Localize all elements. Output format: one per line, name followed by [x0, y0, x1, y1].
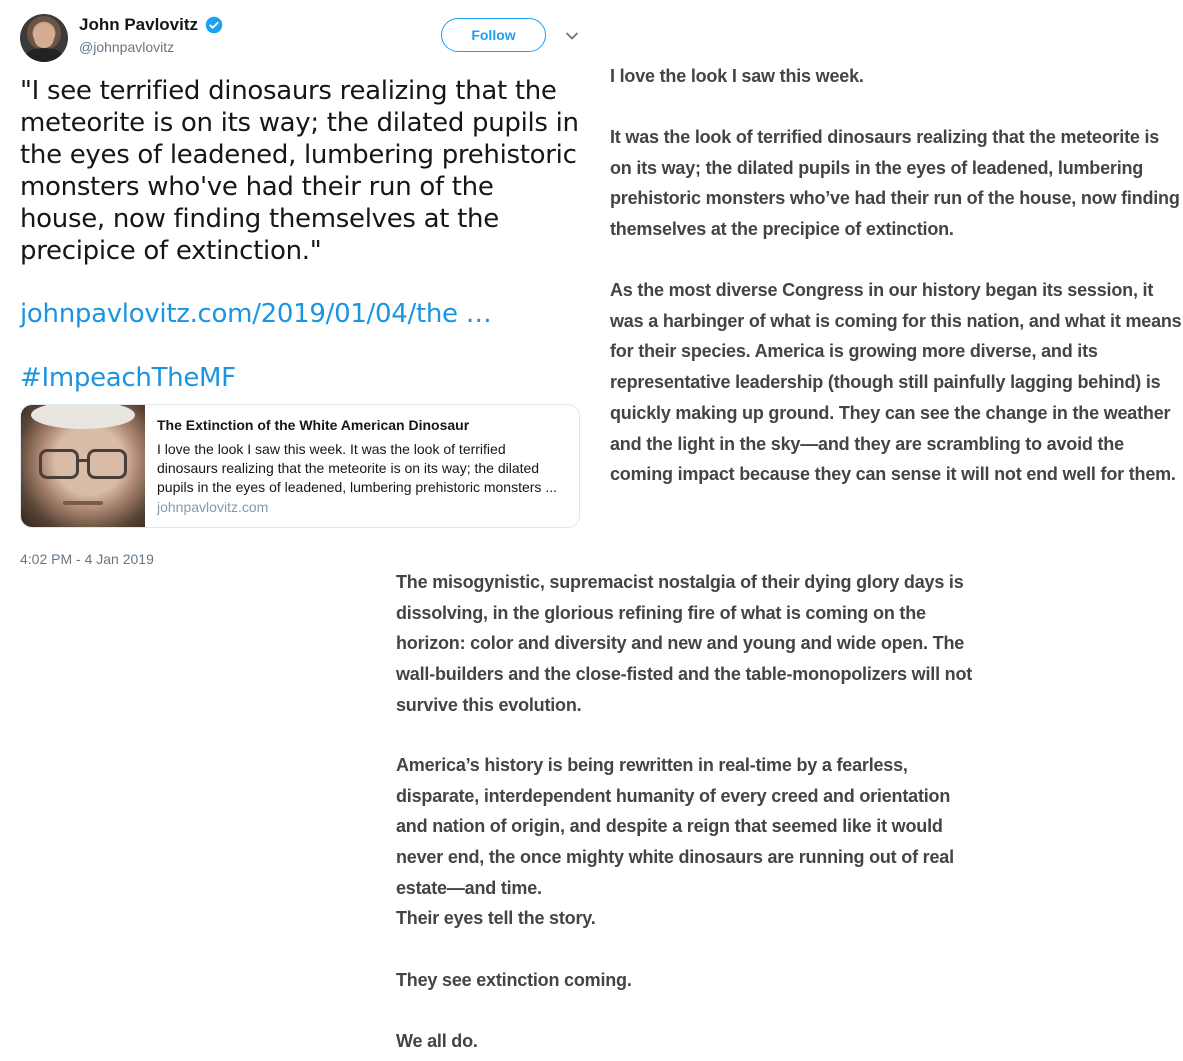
author-handle[interactable]: @johnpavlovitz [79, 39, 175, 55]
thumbnail-hair [31, 404, 135, 429]
author-display-name[interactable]: John Pavlovitz [79, 15, 199, 34]
follow-button[interactable]: Follow [441, 18, 546, 52]
article-paragraph: I love the look I saw this week. [610, 66, 864, 86]
thumbnail-glasses-bridge [76, 459, 87, 462]
hashtag-link[interactable]: #ImpeachTheMF [20, 363, 236, 393]
article-paragraph: Their eyes tell the story. [396, 908, 596, 928]
card-description: I love the look I saw this week. It was the look of terrified dinosaurs realizing that the meteorite is on its way; the dilated pupils in the eyes of leadened, lumbering prehistoric monsters ... [157, 441, 557, 495]
avatar-shirt [24, 48, 64, 62]
card-domain: johnpavlovitz.com [157, 499, 269, 515]
avatar[interactable] [20, 14, 68, 62]
verified-badge-icon [205, 16, 223, 34]
link-preview-card[interactable] [20, 404, 580, 528]
card-thumbnail-image [21, 405, 145, 528]
thumbnail-mouth [63, 501, 103, 505]
chevron-down-icon[interactable] [564, 28, 580, 44]
article-paragraph: America’s history is being rewritten in real-time by a fearless, disparate, interdependent humanity of every creed and orientation and nation of origin, and despite a reign that seemed like it would never end, the once mighty white dinosaurs are running out of real estate—and time. [396, 755, 954, 898]
article-paragraph: They see extinction coming. [396, 970, 632, 990]
thumbnail-glasses-right [87, 449, 127, 479]
article-paragraph: The misogynistic, supremacist nostalgia of their dying glory days is dissolving, in the glorious refining fire of what is coming on the horizon: color and diversity and new and young and wide open. The wall-builders and the close-fisted and the table-monopolizers will not survive this evolution. [396, 572, 973, 715]
avatar-face [34, 24, 54, 48]
tweet-text: "I see terrified dinosaurs realizing that the meteorite is on its way; the dilated pupils in the eyes of leadened, lumbering prehistoric monsters who've had their run of the house, now finding themselves at the precipice of extinction." [20, 76, 579, 266]
article-paragraph: We all do. [396, 1031, 478, 1051]
article-paragraph: It was the look of terrified dinosaurs realizing that the meteorite is on its way; the dilated pupils in the eyes of leadened, lumbering prehistoric monsters who’ve had their run of the house, now finding themselves at the precipice of extinction. [610, 127, 1180, 240]
article-paragraph: As the most diverse Congress in our history began its session, it was a harbinger of what is coming for this nation, and what it means for their species. America is growing more diverse, and its representative leadership (though still painfully lagging behind) is quickly making up ground. They can see the change in the weather and the light in the sky—and they are scrambling to avoid the coming impact because they can sense it will not end well for them. [610, 280, 1182, 485]
tweet-link[interactable]: johnpavlovitz.com/2019/01/04/the … [20, 299, 492, 329]
tweet-timestamp[interactable]: 4:02 PM - 4 Jan 2019 [20, 551, 154, 567]
thumbnail-glasses-left [39, 449, 79, 479]
card-title: The Extinction of the White American Dinosaur [157, 417, 470, 433]
